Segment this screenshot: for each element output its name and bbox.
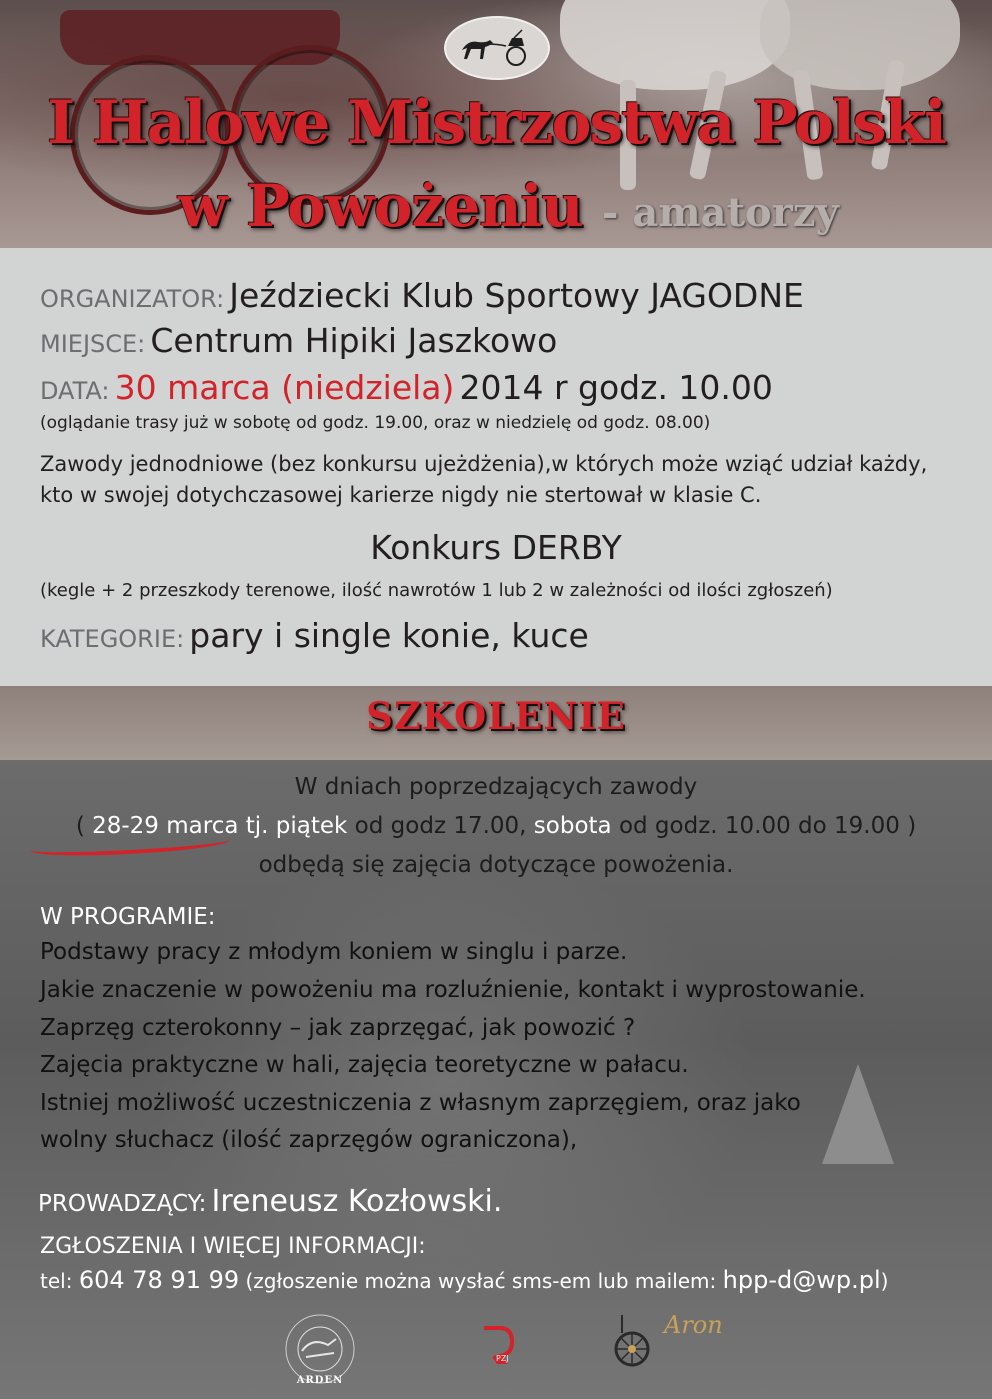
pzj-logo-text: PZJ — [496, 1354, 509, 1363]
organizer-value: Jeździecki Klub Sportowy JAGODNE — [229, 276, 804, 315]
pzj-logo — [478, 1324, 518, 1372]
place-label: MIEJSCE: — [40, 330, 146, 358]
horse-carriage-icon — [456, 28, 538, 68]
training-line3: odbędą się zajęcia dotyczące powożenia. — [258, 852, 734, 878]
organizer-row — [40, 276, 804, 315]
training-line1: W dniach poprzedzających zawody — [294, 774, 698, 800]
leader-label: PROWADZĄCY: — [38, 1191, 207, 1217]
program-item: wolny słuchacz (ilość zaprzęgów ograniczona), — [40, 1127, 578, 1153]
contact-tel-label: tel: — [40, 1269, 79, 1293]
cone-graphic — [822, 1064, 894, 1164]
training-day-friday: tj. piątek — [238, 813, 348, 839]
place-value: Centrum Hipiki Jaszkowo — [150, 321, 558, 360]
training-dates: 28-29 marca — [92, 813, 239, 839]
contact-note: (zgłoszenie można wysłać sms-em lub mailem: — [239, 1269, 723, 1293]
training-title: SZKOLENIE — [366, 694, 626, 738]
date-note: (oglądanie trasy już w sobotę od godz. 19.00, oraz w niedzielę od godz. 08.00) — [40, 413, 711, 433]
derby-title: Konkurs DERBY — [370, 528, 622, 567]
aron-wheel-icon — [612, 1311, 662, 1371]
aron-logo — [612, 1311, 762, 1371]
program-label: W PROGRAMIE: — [40, 904, 216, 930]
program-item: Podstawy pracy z młodym koniem w singlu i parze. — [40, 939, 628, 965]
leader-value: Ireneusz Kozłowski. — [211, 1184, 503, 1219]
training-time-saturday: od godz. 10.00 do 19.00 ) — [611, 813, 917, 839]
contact-row — [40, 1266, 888, 1294]
event-info-section — [0, 248, 992, 686]
program-item: Jakie znaczenie w powożeniu ma rozluźnienie, kontakt i wyprostowanie. — [40, 977, 866, 1003]
categories-row — [40, 616, 589, 655]
program-item: Zaprzęg czterokonny – jak zaprzęgać, jak powozić ? — [40, 1015, 636, 1041]
carriage-logo — [444, 16, 550, 80]
date-value-rest: 2014 r godz. 10.00 — [459, 368, 773, 407]
horse-graphic-1 — [560, 0, 790, 90]
date-value-highlight: 30 marca (niedziela) — [114, 368, 455, 407]
event-title-suffix: - amatorzy — [601, 189, 839, 236]
date-label: DATA: — [40, 377, 110, 405]
event-description: Zawody jednodniowe (bez konkursu ujeżdżenia),w których może wziąć udział każdy, kto w swojej dotychczasowej karierze nigdy nie stertował w klasie C. — [40, 452, 928, 507]
date-row — [40, 368, 773, 407]
event-title-main: w Powożeniu — [178, 172, 583, 240]
event-title-line1: I Halowe Mistrzostwa Polski — [47, 88, 945, 158]
arden-logo-text: ARDEN — [296, 1375, 344, 1386]
aron-logo-text: Aron — [664, 1311, 723, 1339]
contact-phone[interactable]: 604 78 91 99 — [78, 1266, 240, 1294]
training-day-saturday: sobota — [533, 813, 612, 839]
horse-graphic-2 — [760, 0, 960, 90]
categories-label: KATEGORIE: — [40, 625, 185, 653]
training-section — [0, 686, 992, 1399]
training-time-friday: od godz 17.00, — [347, 813, 534, 839]
contact-close: ) — [880, 1269, 889, 1293]
program-item: Istniej możliwość uczestniczenia z własnym zaprzęgiem, oraz jako — [40, 1090, 801, 1116]
training-line2-open: ( — [75, 813, 93, 839]
place-row — [40, 321, 557, 360]
program-item: Zajęcia praktyczne w hali, zajęcia teoretyczne w pałacu. — [40, 1052, 689, 1078]
header-banner — [0, 0, 992, 248]
contact-email[interactable]: hpp-d@wp.pl — [722, 1266, 881, 1294]
arden-logo — [280, 1311, 360, 1391]
derby-note: (kegle + 2 przeszkody terenowe, ilość nawrotów 1 lub 2 w zależności od ilości zgłoszeń) — [40, 580, 833, 601]
categories-value: pary i single konie, kuce — [189, 616, 589, 655]
leader-row — [38, 1184, 502, 1219]
contact-label: ZGŁOSZENIA I WIĘCEJ INFORMACJI: — [40, 1234, 426, 1259]
organizer-label: ORGANIZATOR: — [40, 285, 225, 313]
event-title-line2 — [178, 172, 839, 240]
